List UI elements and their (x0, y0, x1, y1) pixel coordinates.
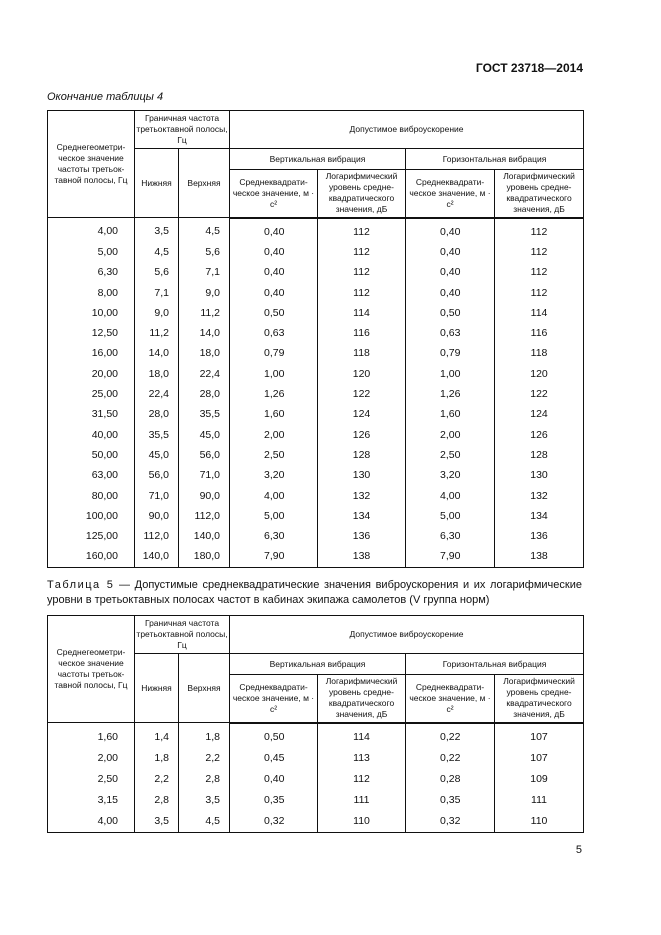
cell-lower-frequency: 3,5 (135, 218, 179, 242)
table-row (48, 262, 584, 282)
cell-vertical-rms: 0,40 (230, 282, 318, 302)
cell-vertical-log-level: 116 (318, 323, 406, 343)
cell-lower-frequency: 90,0 (135, 506, 179, 526)
table-row (48, 790, 584, 811)
cell-vertical-rms: 0,35 (230, 790, 318, 811)
table-row (48, 811, 584, 833)
cell-horizontal-log-level: 116 (495, 323, 584, 343)
cell-upper-frequency: 3,5 (179, 790, 230, 811)
cell-vertical-log-level: 112 (318, 769, 406, 790)
table5-caption-text: — Допустимые среднеквадратические значения виброускорения и их логарифмические уровни в третьоктавных полосах частот в кабинах экипажа самолетов (V группа норм) (47, 579, 582, 606)
table4 (47, 110, 584, 568)
cell-lower-frequency: 3,5 (135, 811, 179, 833)
cell-mean-frequency: 2,50 (48, 769, 135, 790)
cell-vertical-log-level: 112 (318, 218, 406, 242)
cell-vertical-log-level: 112 (318, 282, 406, 302)
cell-lower-frequency: 2,8 (135, 790, 179, 811)
cell-vertical-rms: 5,00 (230, 506, 318, 526)
header-permissible-acceleration: Допустимое виброускорение (230, 616, 584, 654)
cell-upper-frequency: 11,2 (179, 303, 230, 323)
cell-horizontal-rms: 4,00 (406, 485, 495, 505)
cell-vertical-log-level: 128 (318, 445, 406, 465)
table-row (48, 303, 584, 323)
table-row (48, 506, 584, 526)
cell-horizontal-log-level: 136 (495, 526, 584, 546)
table-row (48, 546, 584, 567)
cell-lower-frequency: 2,2 (135, 769, 179, 790)
cell-vertical-log-level: 114 (318, 723, 406, 748)
header-horizontal-log-level: Логарифмический уровень средне-квадратического значения, дБ (495, 675, 584, 723)
cell-horizontal-log-level: 111 (495, 790, 584, 811)
cell-upper-frequency: 112,0 (179, 506, 230, 526)
document-code: ГОСТ 23718—2014 (475, 61, 583, 75)
table-row (48, 485, 584, 505)
cell-upper-frequency: 7,1 (179, 262, 230, 282)
table-row (48, 343, 584, 363)
cell-mean-frequency: 25,00 (48, 384, 135, 404)
cell-mean-frequency: 80,00 (48, 485, 135, 505)
cell-vertical-log-level: 120 (318, 364, 406, 384)
cell-horizontal-log-level: 138 (495, 546, 584, 567)
cell-horizontal-rms: 3,20 (406, 465, 495, 485)
cell-upper-frequency: 5,6 (179, 242, 230, 262)
cell-vertical-rms: 3,20 (230, 465, 318, 485)
cell-horizontal-log-level: 132 (495, 485, 584, 505)
table-row (48, 424, 584, 444)
cell-horizontal-rms: 0,50 (406, 303, 495, 323)
cell-lower-frequency: 7,1 (135, 282, 179, 302)
cell-vertical-log-level: 132 (318, 485, 406, 505)
cell-horizontal-log-level: 120 (495, 364, 584, 384)
cell-upper-frequency: 28,0 (179, 384, 230, 404)
cell-horizontal-rms: 0,40 (406, 262, 495, 282)
cell-vertical-rms: 0,40 (230, 769, 318, 790)
cell-vertical-rms: 0,32 (230, 811, 318, 833)
cell-upper-frequency: 22,4 (179, 364, 230, 384)
cell-horizontal-log-level: 122 (495, 384, 584, 404)
header-mean-frequency: Среднегеометри-ческое значение частоты третьок-тавной полосы, Гц (48, 111, 135, 218)
header-horizontal-log-level: Логарифмический уровень средне-квадратического значения, дБ (495, 170, 584, 218)
cell-upper-frequency: 140,0 (179, 526, 230, 546)
cell-horizontal-log-level: 114 (495, 303, 584, 323)
header-boundary-frequency: Граничная частота третьоктавной полосы, Гц (135, 616, 230, 654)
cell-mean-frequency: 4,00 (48, 218, 135, 242)
table-row (48, 282, 584, 302)
cell-upper-frequency: 45,0 (179, 424, 230, 444)
header-upper: Верхняя (179, 149, 230, 218)
cell-vertical-rms: 0,50 (230, 723, 318, 748)
cell-upper-frequency: 56,0 (179, 445, 230, 465)
cell-horizontal-rms: 7,90 (406, 546, 495, 567)
cell-mean-frequency: 1,60 (48, 723, 135, 748)
header-vertical-rms: Среднеквадрати-ческое значение, м · с² (230, 170, 318, 218)
cell-vertical-rms: 4,00 (230, 485, 318, 505)
cell-mean-frequency: 3,15 (48, 790, 135, 811)
cell-horizontal-log-level: 118 (495, 343, 584, 363)
cell-lower-frequency: 112,0 (135, 526, 179, 546)
cell-upper-frequency: 2,2 (179, 748, 230, 769)
cell-mean-frequency: 10,00 (48, 303, 135, 323)
cell-horizontal-rms: 0,40 (406, 282, 495, 302)
cell-horizontal-log-level: 110 (495, 811, 584, 833)
cell-upper-frequency: 18,0 (179, 343, 230, 363)
cell-upper-frequency: 9,0 (179, 282, 230, 302)
cell-vertical-rms: 1,60 (230, 404, 318, 424)
table-row (48, 242, 584, 262)
cell-horizontal-log-level: 112 (495, 282, 584, 302)
table-row (48, 465, 584, 485)
cell-horizontal-rms: 0,22 (406, 723, 495, 748)
cell-horizontal-rms: 0,22 (406, 748, 495, 769)
cell-vertical-log-level: 110 (318, 811, 406, 833)
cell-horizontal-log-level: 107 (495, 748, 584, 769)
cell-horizontal-rms: 0,40 (406, 242, 495, 262)
header-vertical-vibration: Вертикальная вибрация (230, 149, 406, 170)
header-boundary-frequency: Граничная частота третьоктавной полосы, Гц (135, 111, 230, 149)
cell-vertical-rms: 0,45 (230, 748, 318, 769)
cell-horizontal-rms: 6,30 (406, 526, 495, 546)
cell-vertical-log-level: 122 (318, 384, 406, 404)
table-row (48, 723, 584, 748)
cell-vertical-rms: 1,26 (230, 384, 318, 404)
cell-vertical-rms: 0,79 (230, 343, 318, 363)
table-row (48, 748, 584, 769)
cell-upper-frequency: 4,5 (179, 811, 230, 833)
header-vertical-rms: Среднеквадрати-ческое значение, м · с² (230, 675, 318, 723)
cell-horizontal-log-level: 128 (495, 445, 584, 465)
cell-horizontal-rms: 1,26 (406, 384, 495, 404)
cell-upper-frequency: 90,0 (179, 485, 230, 505)
cell-vertical-rms: 0,40 (230, 242, 318, 262)
cell-lower-frequency: 1,4 (135, 723, 179, 748)
table-row (48, 769, 584, 790)
cell-vertical-rms: 0,63 (230, 323, 318, 343)
table-row (48, 384, 584, 404)
cell-lower-frequency: 18,0 (135, 364, 179, 384)
cell-horizontal-log-level: 112 (495, 218, 584, 242)
cell-horizontal-rms: 2,00 (406, 424, 495, 444)
cell-lower-frequency: 1,8 (135, 748, 179, 769)
cell-lower-frequency: 5,6 (135, 262, 179, 282)
cell-vertical-log-level: 124 (318, 404, 406, 424)
cell-upper-frequency: 2,8 (179, 769, 230, 790)
cell-mean-frequency: 40,00 (48, 424, 135, 444)
cell-horizontal-log-level: 107 (495, 723, 584, 748)
cell-lower-frequency: 4,5 (135, 242, 179, 262)
cell-horizontal-log-level: 112 (495, 262, 584, 282)
cell-upper-frequency: 180,0 (179, 546, 230, 567)
cell-vertical-log-level: 112 (318, 242, 406, 262)
cell-mean-frequency: 125,00 (48, 526, 135, 546)
cell-vertical-rms: 0,50 (230, 303, 318, 323)
cell-horizontal-rms: 0,35 (406, 790, 495, 811)
cell-lower-frequency: 45,0 (135, 445, 179, 465)
header-vertical-log-level: Логарифмический уровень средне-квадратического значения, дБ (318, 170, 406, 218)
cell-mean-frequency: 8,00 (48, 282, 135, 302)
header-horizontal-rms: Среднеквадрати-ческое значение, м · с² (406, 170, 495, 218)
cell-horizontal-log-level: 109 (495, 769, 584, 790)
table-row (48, 526, 584, 546)
cell-mean-frequency: 4,00 (48, 811, 135, 833)
cell-lower-frequency: 71,0 (135, 485, 179, 505)
cell-vertical-log-level: 134 (318, 506, 406, 526)
cell-vertical-log-level: 114 (318, 303, 406, 323)
header-lower: Нижняя (135, 654, 179, 723)
cell-mean-frequency: 6,30 (48, 262, 135, 282)
cell-vertical-rms: 7,90 (230, 546, 318, 567)
cell-lower-frequency: 14,0 (135, 343, 179, 363)
cell-mean-frequency: 50,00 (48, 445, 135, 465)
cell-lower-frequency: 9,0 (135, 303, 179, 323)
cell-mean-frequency: 12,50 (48, 323, 135, 343)
cell-upper-frequency: 35,5 (179, 404, 230, 424)
cell-vertical-log-level: 130 (318, 465, 406, 485)
cell-vertical-log-level: 113 (318, 748, 406, 769)
cell-horizontal-log-level: 134 (495, 506, 584, 526)
cell-upper-frequency: 4,5 (179, 218, 230, 242)
header-lower: Нижняя (135, 149, 179, 218)
cell-vertical-rms: 0,40 (230, 218, 318, 242)
cell-horizontal-rms: 0,28 (406, 769, 495, 790)
table-row (48, 404, 584, 424)
cell-lower-frequency: 35,5 (135, 424, 179, 444)
cell-horizontal-rms: 1,60 (406, 404, 495, 424)
table-row (48, 323, 584, 343)
cell-upper-frequency: 71,0 (179, 465, 230, 485)
cell-horizontal-log-level: 124 (495, 404, 584, 424)
cell-horizontal-log-level: 112 (495, 242, 584, 262)
table-row (48, 445, 584, 465)
table4-caption: Окончание таблицы 4 (47, 91, 164, 103)
header-permissible-acceleration: Допустимое виброускорение (230, 111, 584, 149)
table-row (48, 218, 584, 242)
cell-horizontal-rms: 5,00 (406, 506, 495, 526)
cell-vertical-rms: 1,00 (230, 364, 318, 384)
cell-lower-frequency: 11,2 (135, 323, 179, 343)
header-horizontal-vibration: Горизонтальная вибрация (406, 654, 584, 675)
cell-upper-frequency: 14,0 (179, 323, 230, 343)
cell-vertical-log-level: 111 (318, 790, 406, 811)
cell-vertical-rms: 0,40 (230, 262, 318, 282)
cell-lower-frequency: 140,0 (135, 546, 179, 567)
cell-mean-frequency: 20,00 (48, 364, 135, 384)
cell-upper-frequency: 1,8 (179, 723, 230, 748)
cell-mean-frequency: 100,00 (48, 506, 135, 526)
cell-lower-frequency: 22,4 (135, 384, 179, 404)
header-vertical-log-level: Логарифмический уровень средне-квадратического значения, дБ (318, 675, 406, 723)
cell-horizontal-rms: 0,32 (406, 811, 495, 833)
header-horizontal-vibration: Горизонтальная вибрация (406, 149, 584, 170)
cell-vertical-log-level: 136 (318, 526, 406, 546)
cell-horizontal-rms: 0,79 (406, 343, 495, 363)
cell-mean-frequency: 160,00 (48, 546, 135, 567)
cell-horizontal-rms: 2,50 (406, 445, 495, 465)
header-upper: Верхняя (179, 654, 230, 723)
cell-mean-frequency: 16,00 (48, 343, 135, 363)
table5-caption-label: Таблица 5 (47, 579, 115, 591)
table-row (48, 364, 584, 384)
cell-mean-frequency: 2,00 (48, 748, 135, 769)
cell-horizontal-rms: 0,40 (406, 218, 495, 242)
cell-vertical-log-level: 112 (318, 262, 406, 282)
cell-vertical-log-level: 126 (318, 424, 406, 444)
cell-vertical-rms: 2,00 (230, 424, 318, 444)
cell-vertical-rms: 2,50 (230, 445, 318, 465)
cell-horizontal-rms: 0,63 (406, 323, 495, 343)
cell-vertical-log-level: 118 (318, 343, 406, 363)
cell-horizontal-log-level: 126 (495, 424, 584, 444)
cell-lower-frequency: 56,0 (135, 465, 179, 485)
cell-mean-frequency: 5,00 (48, 242, 135, 262)
cell-vertical-rms: 6,30 (230, 526, 318, 546)
cell-horizontal-log-level: 130 (495, 465, 584, 485)
table5 (47, 615, 584, 833)
cell-vertical-log-level: 138 (318, 546, 406, 567)
cell-horizontal-rms: 1,00 (406, 364, 495, 384)
table5-caption (47, 578, 582, 608)
header-vertical-vibration: Вертикальная вибрация (230, 654, 406, 675)
cell-mean-frequency: 63,00 (48, 465, 135, 485)
page-number: 5 (575, 844, 582, 856)
cell-mean-frequency: 31,50 (48, 404, 135, 424)
header-mean-frequency: Среднегеометри-ческое значение частоты третьок-тавной полосы, Гц (48, 616, 135, 723)
header-horizontal-rms: Среднеквадрати-ческое значение, м · с² (406, 675, 495, 723)
cell-lower-frequency: 28,0 (135, 404, 179, 424)
